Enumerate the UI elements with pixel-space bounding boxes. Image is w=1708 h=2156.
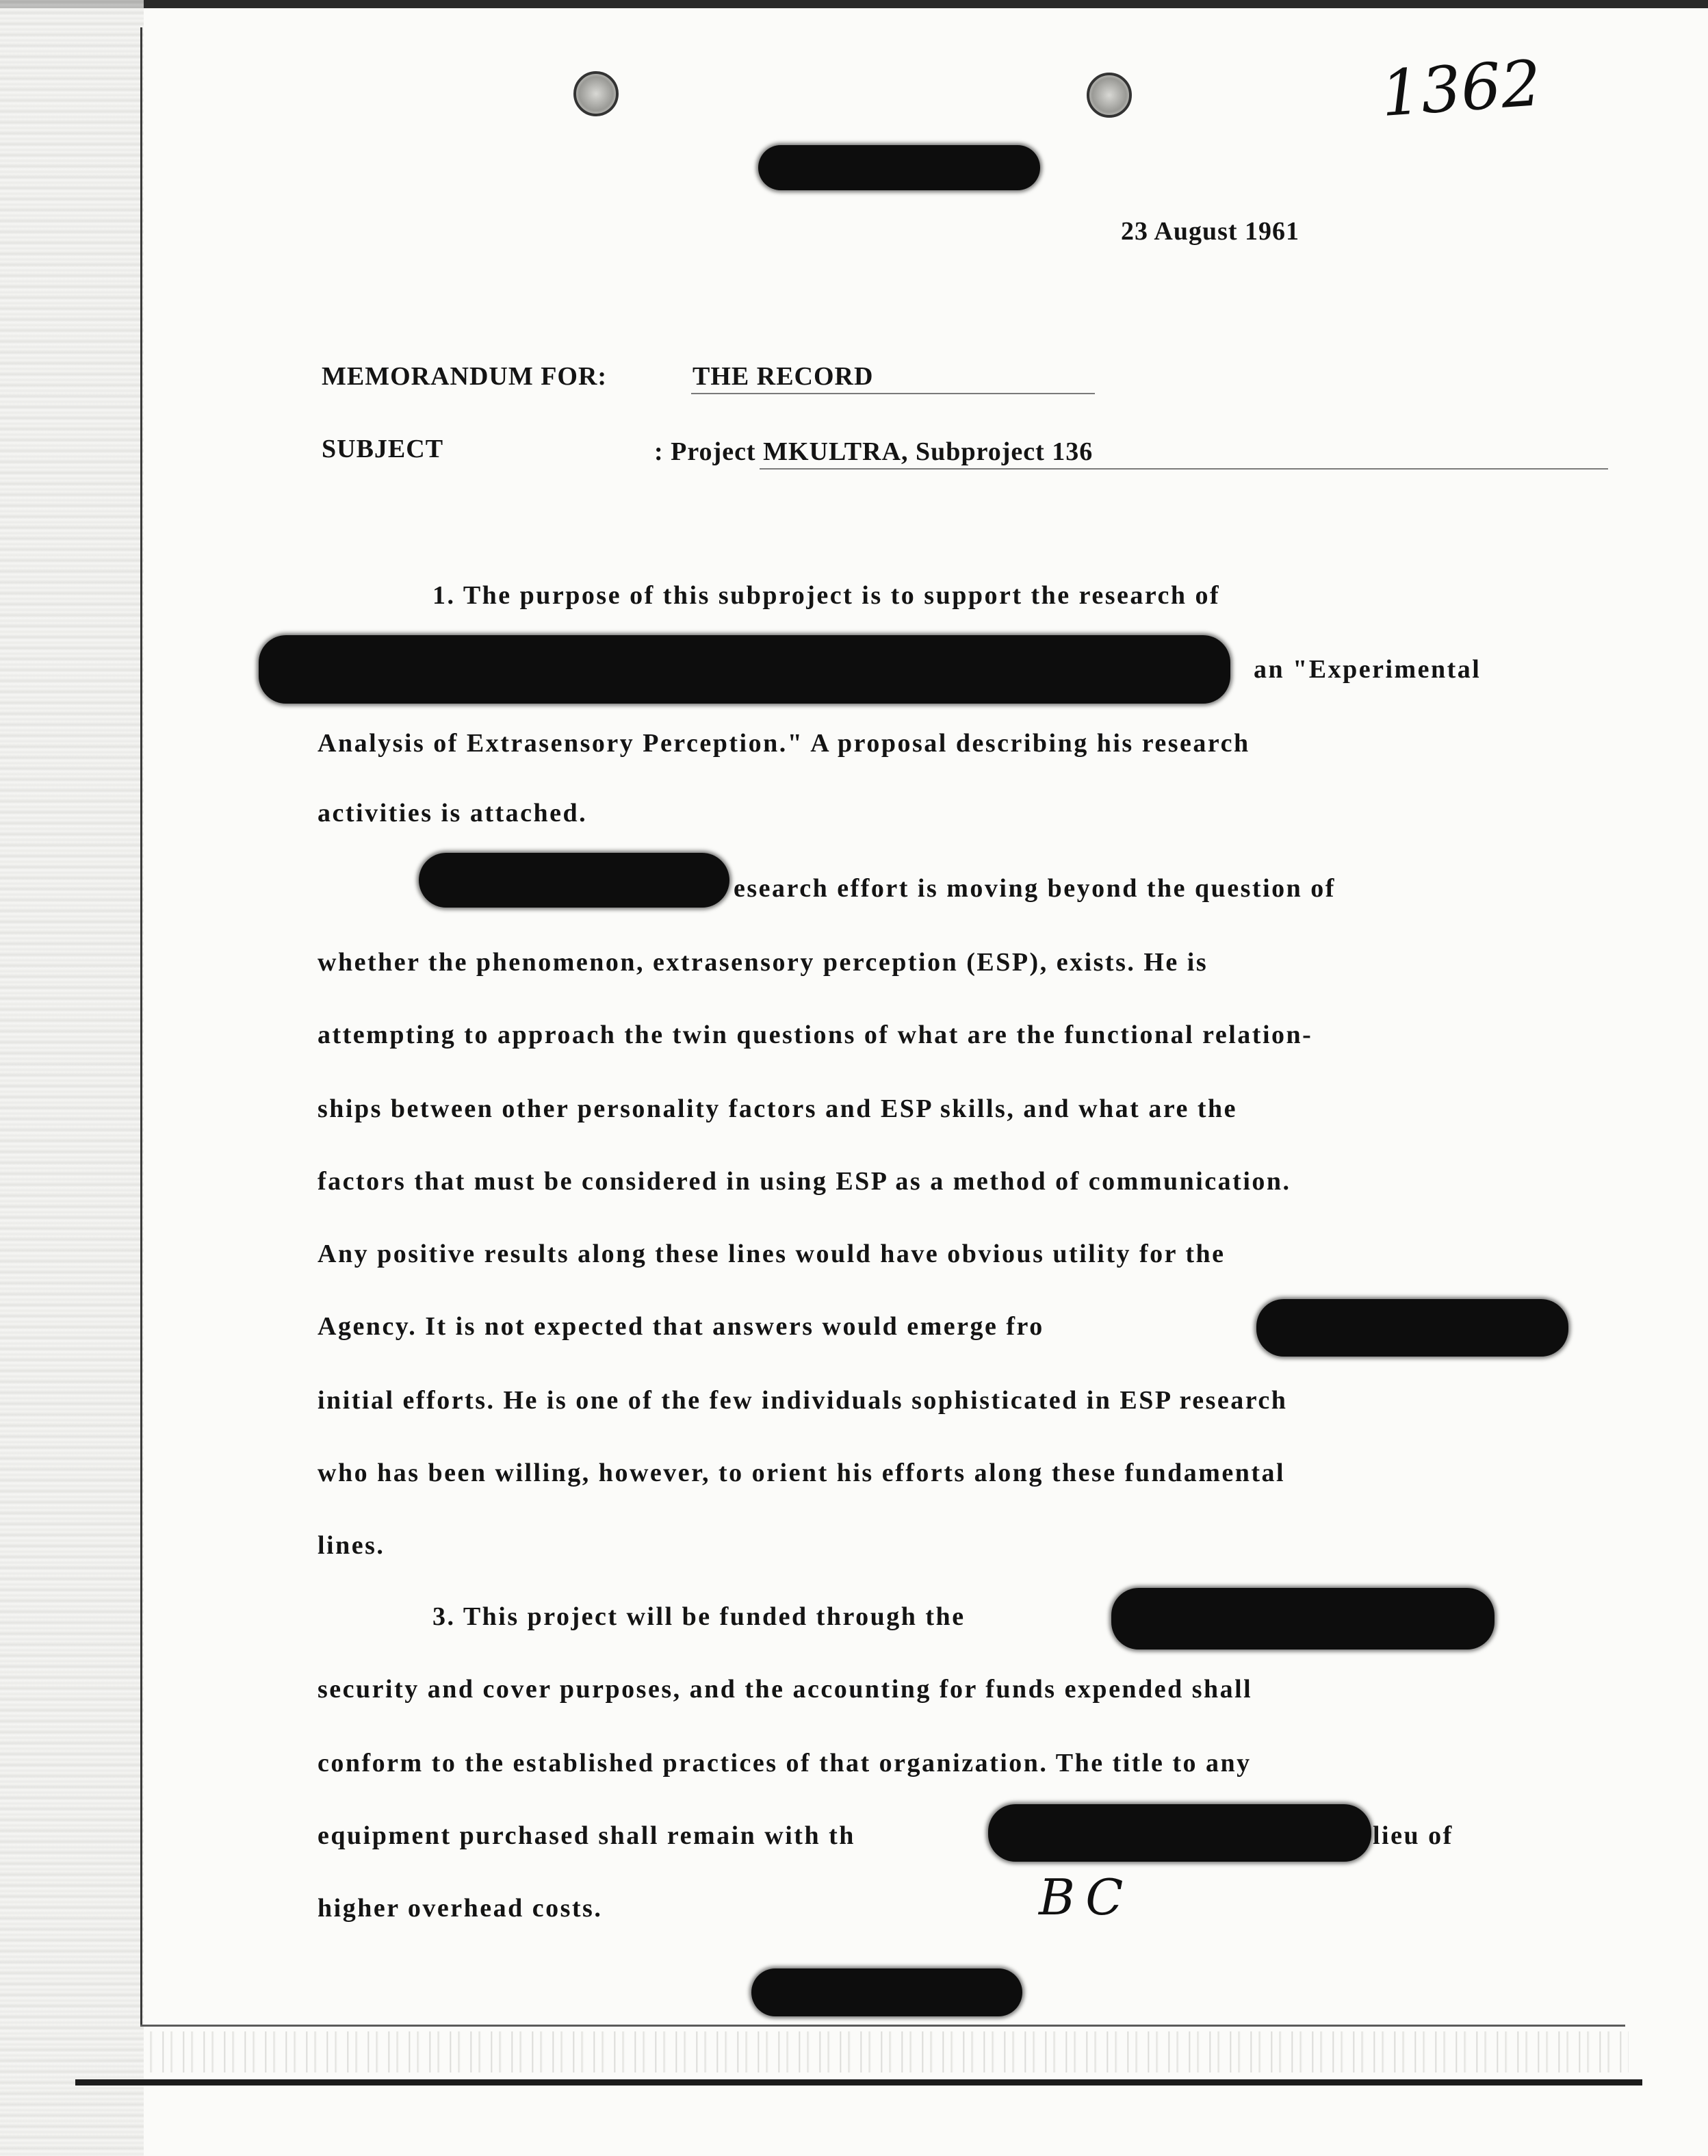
body-line: security and cover purposes, and the accounting for funds expended shall xyxy=(318,1675,1253,1704)
redaction-agency-line xyxy=(1256,1299,1568,1357)
scan-left-margin-noise xyxy=(0,0,144,2156)
scan-top-edge xyxy=(0,0,1708,8)
memo-for-label: MEMORANDUM FOR: xyxy=(322,362,608,391)
body-line: initial efforts. He is one of the few individuals sophisticated in ESP research xyxy=(318,1386,1288,1415)
subject-label: SUBJECT xyxy=(322,435,444,463)
body-line: activities is attached. xyxy=(318,799,588,827)
scan-frame-left-line xyxy=(140,27,142,2026)
body-line: equipment purchased shall remain with th xyxy=(318,1821,855,1850)
body-line: whether the phenomenon, extrasensory perception (ESP), exists. He is xyxy=(318,948,1208,977)
body-line: factors that must be considered in using ESP as a method of communication. xyxy=(318,1167,1291,1196)
body-line: an "Experimental xyxy=(1254,655,1481,684)
redaction-name-1 xyxy=(259,635,1230,704)
body-line: Agency. It is not expected that answers would emerge fro xyxy=(318,1312,1044,1341)
body-line: Analysis of Extrasensory Perception." A proposal describing his research xyxy=(318,729,1250,758)
subject-value: : Project MKULTRA, Subproject 136 xyxy=(654,437,1094,466)
body-line: Any positive results along these lines would have obvious utility for the xyxy=(318,1240,1226,1268)
redaction-equipment-owner xyxy=(988,1804,1371,1862)
body-line: ships between other personality factors and ESP skills, and what are the xyxy=(318,1094,1238,1123)
memo-date: 23 August 1961 xyxy=(1121,217,1300,246)
subject-rule xyxy=(760,468,1608,470)
body-line: conform to the established practices of that organization. The title to any xyxy=(318,1749,1252,1778)
handwritten-initials: BC xyxy=(1039,1869,1133,1926)
body-line: attempting to approach the twin questions of what are the functional relation- xyxy=(318,1021,1313,1049)
body-line: higher overhead costs. xyxy=(318,1894,603,1923)
memo-for-value: THE RECORD xyxy=(693,362,874,391)
redaction-paragraph-2-start xyxy=(419,853,729,908)
memo-for-rule xyxy=(691,393,1095,394)
body-line: lines. xyxy=(318,1531,385,1560)
body-line: 3. This project will be funded through the xyxy=(432,1602,966,1631)
scan-bottom-edge xyxy=(75,2079,1642,2086)
redaction-top xyxy=(758,145,1040,190)
handwritten-document-number: 1362 xyxy=(1378,46,1544,131)
body-line: 1. The purpose of this subproject is to support the research of xyxy=(432,581,1221,610)
scan-bottom-noise xyxy=(144,2031,1629,2072)
redaction-funding-organization xyxy=(1111,1588,1494,1650)
body-line: who has been willing, however, to orient his efforts along these fundamental xyxy=(318,1459,1286,1487)
body-line: lieu of xyxy=(1373,1821,1453,1850)
punch-hole-right xyxy=(1087,73,1132,118)
redaction-bottom xyxy=(751,1968,1022,2016)
body-line: esearch effort is moving beyond the question of xyxy=(734,874,1336,903)
scan-frame-bottom-line xyxy=(140,2025,1625,2027)
punch-hole-left xyxy=(573,71,619,116)
